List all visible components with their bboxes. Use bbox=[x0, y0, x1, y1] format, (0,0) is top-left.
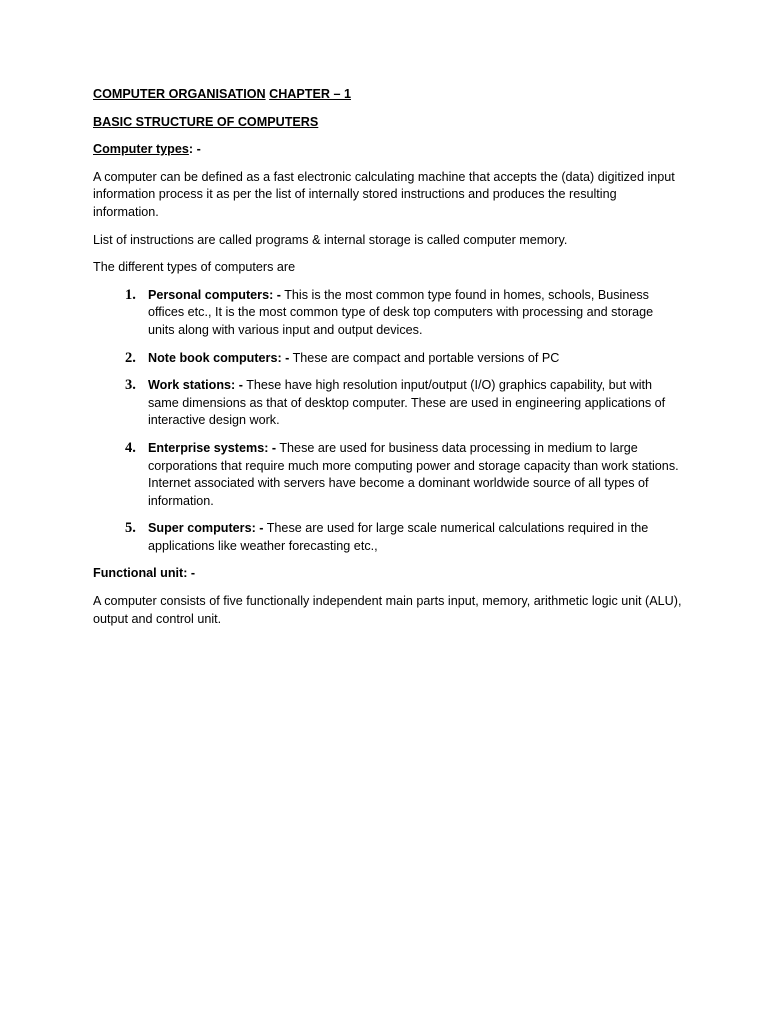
list-item bbox=[93, 520, 683, 555]
list-item-text: These have high resolution input/output (I/O) graphics capability, but with same dimensions as that of desktop computer. These are used in engineering applications of interactive design work. bbox=[148, 378, 666, 428]
list-item-text: These are compact and portable versions of PC bbox=[289, 350, 560, 365]
computer-definition-paragraph: A computer can be defined as a fast electronic calculating machine that accepts the (data) digitized input information process it as per the list of internally stored instructions and produces the resulting information. bbox=[93, 169, 675, 219]
list-item-number: 5. bbox=[125, 520, 136, 537]
course-title: COMPUTER ORGANISATION bbox=[93, 87, 266, 101]
programs-paragraph: List of instructions are called programs & internal storage is called computer memory. bbox=[93, 232, 568, 247]
list-item bbox=[93, 287, 683, 340]
chapter-number: CHAPTER – 1 bbox=[269, 87, 351, 101]
functional-unit-paragraph: A computer consists of five functionally independent main parts input, memory, arithmetic logic unit (ALU), output and control unit. bbox=[93, 594, 682, 626]
list-item-text: These are used for business data processing in medium to large corporations that require much more computing power and storage capacity than work stations. Internet associated with servers have become a dominant worldwide source of all types of information. bbox=[148, 440, 679, 508]
computer-types-heading-suffix: : - bbox=[188, 142, 201, 157]
list-item-term: Personal computers: - bbox=[148, 287, 281, 302]
section-title-text: BASIC STRUCTURE OF COMPUTERS bbox=[93, 114, 319, 129]
list-item-text: These are used for large scale numerical calculations required in the applications like weather forecasting etc., bbox=[148, 521, 649, 553]
section-title bbox=[93, 114, 683, 132]
list-item bbox=[93, 440, 683, 510]
list-item-number: 2. bbox=[125, 349, 136, 366]
list-item-number: 4. bbox=[125, 439, 136, 456]
functional-unit-heading: Functional unit: - bbox=[93, 566, 196, 581]
chapter-title bbox=[93, 86, 683, 104]
list-item-text: This is the most common type found in homes, schools, Business offices etc., It is the most common type of desk top computers with processing and storage units along with various input and output devices. bbox=[148, 287, 654, 337]
list-item bbox=[93, 377, 683, 430]
computer-types-list bbox=[93, 287, 683, 556]
list-item-number: 3. bbox=[125, 377, 136, 394]
list-item-term: Work stations: - bbox=[148, 378, 243, 393]
list-item-number: 1. bbox=[125, 286, 136, 303]
list-item-term: Note book computers: - bbox=[148, 350, 290, 365]
computer-types-heading-text: Computer types bbox=[93, 142, 189, 157]
computer-types-heading bbox=[93, 141, 683, 159]
list-item bbox=[93, 350, 683, 368]
list-item-term: Super computers: - bbox=[148, 521, 264, 536]
document-page bbox=[93, 86, 683, 638]
list-item-term: Enterprise systems: - bbox=[148, 440, 277, 455]
types-intro-paragraph: The different types of computers are bbox=[93, 260, 296, 275]
